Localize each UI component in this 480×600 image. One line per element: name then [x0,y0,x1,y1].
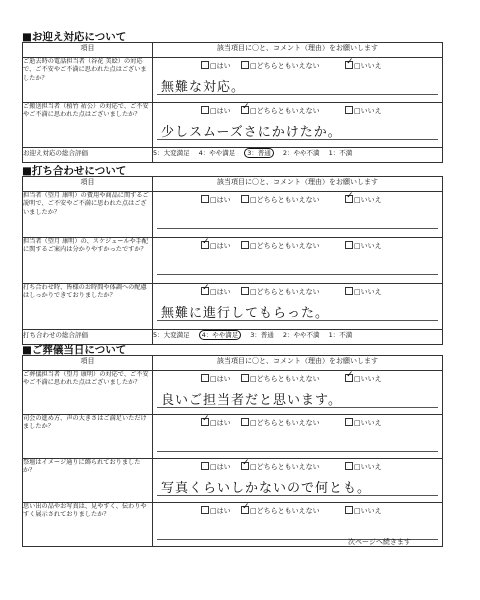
funeral-day-table [22,355,443,547]
checkbox-icon [345,195,353,203]
answer-header: 該当項目に〇と、コメント（理由）をお願いします [153,43,443,58]
question-row [23,459,443,503]
checkbox-icon [345,418,353,426]
checkbox-icon [345,462,353,470]
checkbox-icon [241,195,249,203]
option-yes-checkbox[interactable] [201,462,231,472]
eval-option[interactable] [199,149,236,157]
eval-option[interactable] [250,331,274,339]
option-label: □どちらともいえない [250,463,320,471]
checkbox-icon [241,61,249,69]
section-title-pickup: ■お迎え対応について [22,31,127,43]
handwritten-comment: 少しスムーズさにかけたか。 [161,125,342,140]
option-label: □はい [210,242,231,250]
answer-cell [153,58,443,103]
answer-options [153,106,442,116]
answer-header: 該当項目に〇と、コメント（理由）をお願いします [153,356,443,371]
question-row [23,103,443,148]
option-label: □いいえ [354,196,382,204]
option-label: □いいえ [354,507,382,515]
comment-line [157,228,438,229]
eval-option[interactable] [283,331,320,339]
option-label: □いいえ [354,242,382,250]
item-header: 項目 [23,43,153,58]
eval-option-label: 3：普通 [244,148,274,158]
option-neither-checkbox[interactable] [241,506,320,516]
eval-option[interactable] [283,149,320,157]
pickup-table [22,42,443,163]
checkbox-icon [241,287,249,295]
option-no-checkbox[interactable] [345,506,382,516]
answer-cell [153,103,443,148]
question-text: ご逝去時の電話担当者（谷花 美絵）の対応で、ご不安やご不満に思われた点はございましたか？ [23,58,153,103]
question-text: ご葬儀担当者（望月 康明）の対応で、ご不安やご不満に思われた点はございましたか？ [23,371,153,415]
question-row [23,192,443,238]
checkbox-icon [345,106,353,114]
option-no-checkbox[interactable] [345,418,382,428]
eval-option[interactable] [244,149,274,157]
answer-options [153,287,442,297]
option-label: □どちらともいえない [250,62,320,70]
question-text: 祭壇はイメージ通りに飾られておりましたか？ [23,459,153,503]
checkbox-icon [201,506,209,514]
eval-option-label: 1：不満 [328,331,353,339]
option-no-checkbox[interactable] [345,374,382,384]
option-neither-checkbox[interactable] [241,241,320,251]
question-text: ご搬送担当者（植竹 祐公）の対応で、ご不安やご不満に思われた点はございましたか？ [23,103,153,148]
eval-option-label: 2：やや不満 [282,149,320,157]
option-yes-checkbox[interactable] [201,418,231,428]
checkbox-icon [345,287,353,295]
option-label: □いいえ [354,107,382,115]
checkbox-icon [241,418,249,426]
question-text: 司会の進め方、声の大きさはご満足いただけましたか？ [23,415,153,459]
option-label: □いいえ [354,288,382,296]
answer-cell [153,238,443,284]
answer-options [153,241,442,251]
handwritten-comment: 無難な対応。 [161,80,246,95]
option-no-checkbox[interactable] [345,241,382,251]
option-label: □いいえ [354,463,382,471]
question-row [23,58,443,103]
handwritten-comment: 良いご担当者だと思います。 [161,393,342,408]
option-label: □どちらともいえない [250,375,320,383]
option-no-checkbox[interactable] [345,287,382,297]
option-label: □どちらともいえない [250,196,320,204]
option-label: □はい [210,62,231,70]
eval-option[interactable] [199,331,242,339]
eval-scale [153,148,443,163]
question-text: 思い出の品やお写真は、見やすく、伝わりやすく展示されておりましたか？ [23,503,153,547]
handwritten-comment: 写真くらいしかないので何とも。 [161,481,372,496]
option-label: □はい [210,288,231,296]
option-yes-checkbox[interactable] [201,106,231,116]
answer-cell [153,415,443,459]
eval-option[interactable] [153,149,190,157]
checkbox-icon [201,195,209,203]
checkbox-icon [241,506,249,514]
eval-option-label: 4：やや満足 [199,330,242,340]
option-label: □はい [210,196,231,204]
option-no-checkbox[interactable] [345,106,382,116]
option-yes-checkbox[interactable] [201,374,231,384]
eval-option[interactable] [329,149,353,157]
answer-header: 該当項目に〇と、コメント（理由）をお願いします [153,177,443,192]
checkbox-icon [241,462,249,470]
next-page-note: 次ページへ続きます [348,538,411,546]
eval-scale [153,330,443,345]
checkbox-icon [201,374,209,382]
checkbox-icon [201,418,209,426]
item-header: 項目 [23,177,153,192]
option-label: □どちらともいえない [250,288,320,296]
question-row [23,371,443,415]
option-neither-checkbox[interactable] [241,287,320,297]
option-yes-checkbox[interactable] [201,195,231,205]
option-label: □どちらともいえない [250,107,320,115]
option-yes-checkbox[interactable] [201,61,231,71]
comment-line [157,274,438,275]
comment-line [157,495,438,496]
option-neither-checkbox[interactable] [241,374,320,384]
option-label: □いいえ [354,419,382,427]
answer-options [153,374,442,384]
checkbox-icon [201,61,209,69]
eval-option-label: 3：普通 [250,331,274,339]
option-label: □はい [210,507,231,515]
option-neither-checkbox[interactable] [241,195,320,205]
answer-cell [153,371,443,415]
comment-line [157,320,438,321]
question-text: 打ち合わせ時、皆様のお時間や体調への配慮はしっかりできておりましたか？ [23,284,153,330]
eval-label: お迎え対応の総合評価 [23,148,153,163]
option-neither-checkbox[interactable] [241,106,320,116]
option-yes-checkbox[interactable] [201,287,231,297]
question-row [23,284,443,330]
eval-row [23,148,443,163]
comment-line [157,451,438,452]
option-label: □はい [210,463,231,471]
checkbox-icon [241,241,249,249]
option-yes-checkbox[interactable] [201,506,231,516]
question-row [23,415,443,459]
option-label: □どちらともいえない [250,419,320,427]
option-neither-checkbox[interactable] [241,61,320,71]
question-row [23,238,443,284]
eval-option-label: 4：やや満足 [198,149,236,157]
option-label: □いいえ [354,62,382,70]
checkbox-icon [345,374,353,382]
answer-cell [153,459,443,503]
checkbox-icon [201,462,209,470]
answer-options [153,195,442,205]
meeting-table [22,176,443,345]
option-label: □はい [210,375,231,383]
option-neither-checkbox[interactable] [241,418,320,428]
answer-options [153,61,442,71]
option-yes-checkbox[interactable] [201,241,231,251]
eval-option-label: 5：大変満足 [153,149,190,157]
checkbox-icon [241,374,249,382]
question-text: 担当者（望月 康明）の、スケジュールや手配に関するご案内は分かりやすかったですか？ [23,238,153,284]
answer-options [153,506,442,516]
option-label: □いいえ [354,375,382,383]
question-text: 担当者（望月 康明）の費用や商品に関するご説明で、ご不安やご不満に思われた点はございましたか？ [23,192,153,238]
option-no-checkbox[interactable] [345,61,382,71]
checkbox-icon [345,241,353,249]
option-label: □はい [210,107,231,115]
checkbox-icon [201,106,209,114]
eval-option[interactable] [329,331,353,339]
checkbox-icon [345,61,353,69]
eval-option-label: 2：やや不満 [282,331,320,339]
comment-line [157,94,438,95]
eval-option[interactable] [153,331,190,339]
option-label: □どちらともいえない [250,507,320,515]
checkbox-icon [345,506,353,514]
answer-cell [153,284,443,330]
checkbox-icon [201,241,209,249]
option-no-checkbox[interactable] [345,195,382,205]
section-title-meeting: ■打ち合わせについて [22,165,127,177]
option-neither-checkbox[interactable] [241,462,320,472]
checkbox-icon [201,287,209,295]
option-label: □どちらともいえない [250,242,320,250]
comment-line [157,407,438,408]
answer-options [153,418,442,428]
option-no-checkbox[interactable] [345,462,382,472]
item-header: 項目 [23,356,153,371]
option-label: □はい [210,419,231,427]
section-title-funeral-day: ■ご葬儀当日について [22,344,127,356]
eval-option-label: 1：不満 [328,149,353,157]
eval-option-label: 5：大変満足 [153,331,190,339]
checkbox-icon [241,106,249,114]
eval-label: 打ち合わせの総合評価 [23,330,153,345]
answer-cell [153,192,443,238]
comment-line [157,139,438,140]
handwritten-comment: 無難に進行してもらった。 [161,306,330,321]
answer-options [153,462,442,472]
